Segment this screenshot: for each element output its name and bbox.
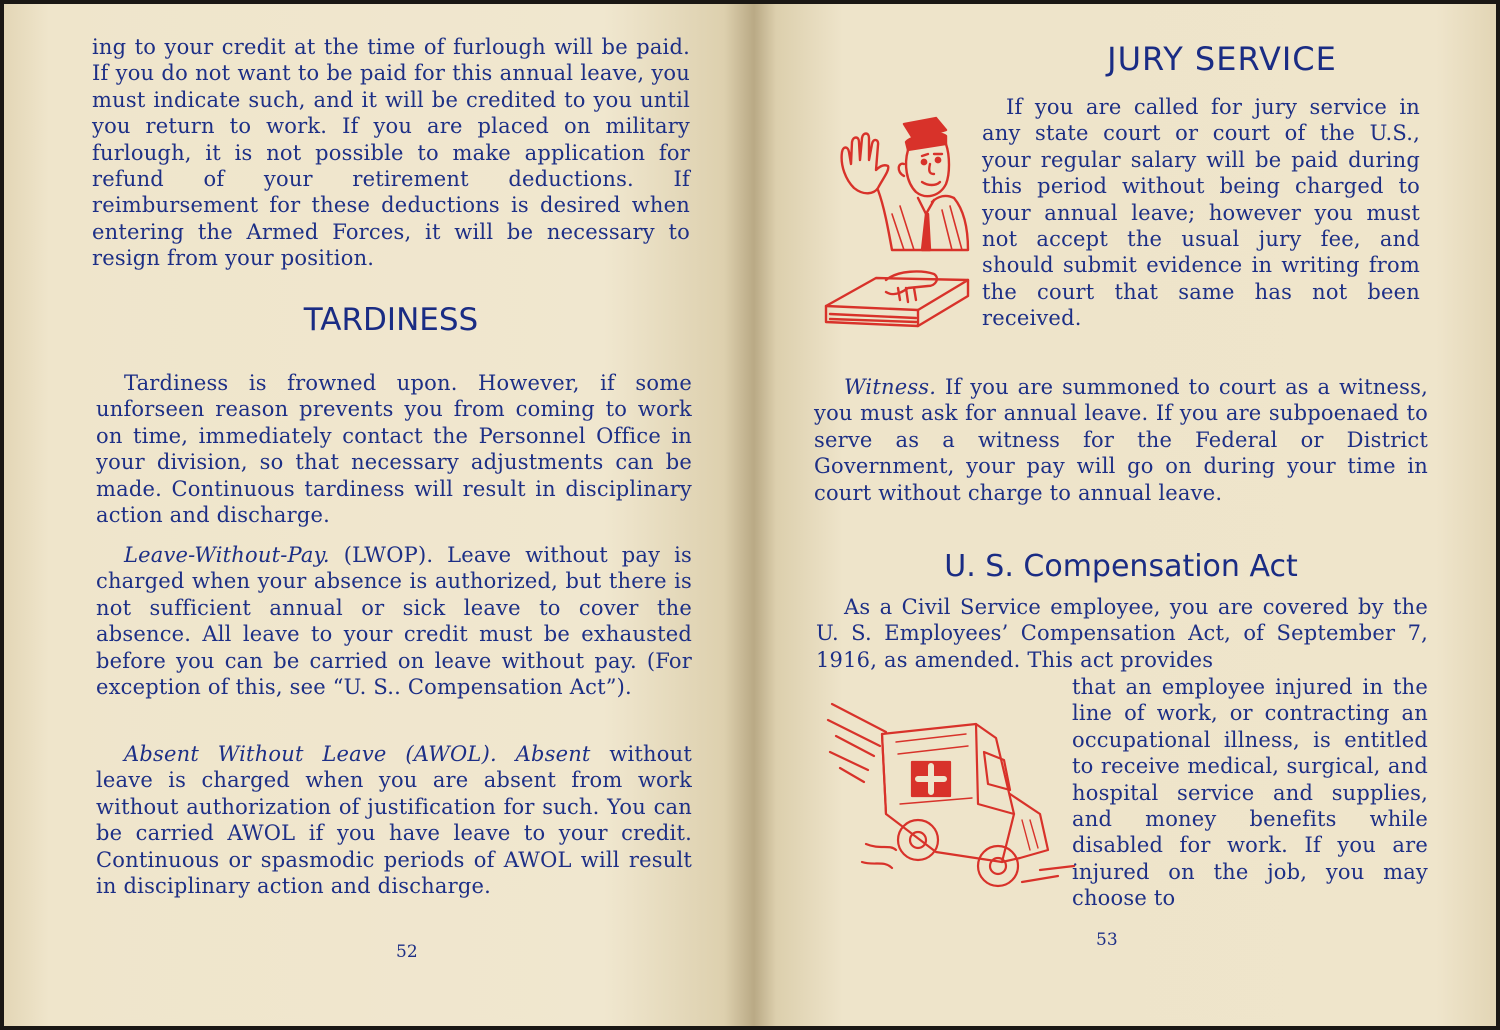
awol-term: Absent Without Leave (AWOL). Absent — [124, 742, 591, 766]
right-page — [754, 4, 1496, 1026]
witness-paragraph — [814, 374, 1428, 506]
compensation-act-heading: U. S. Compensation Act — [944, 549, 1298, 584]
lwop-text: (LWOP). Leave without pay is charged when your absence is authorized, but there is not sufficient annual or sick leave to cover the absence. All leave to your credit must be exhausted before you can be carried on leave without pay. (For exception of this, see “U. S.. Compensation Act”). — [96, 543, 692, 700]
intro-paragraph: ing to your credit at the time of furlough will be paid. If you do not want to be paid for this annual leave, you must indicate such, and it will be credited to you until you return to work. If you are placed on military furlough, it is not possible to make application for refund of your retirement deductions. If reimbursement for these deductions is desired when entering the Armed Forces, it will be necessary to resign from your position. — [92, 35, 690, 271]
awol-paragraph — [96, 741, 692, 899]
left-page — [4, 4, 754, 1026]
witness-term: Witness. — [844, 375, 937, 399]
page-number-left: 52 — [396, 942, 418, 962]
jury-service-heading: JURY SERVICE — [1107, 40, 1337, 78]
lwop-term: Leave-Without-Pay. — [124, 543, 330, 567]
jury-paragraph: If you are called for jury service in any state court or court of the U.S., your regular salary will be paid during this period without being charged to your annual leave; however you must not accept the usual jury fee, and should submit evidence in writing from the court that same has not been received. — [982, 95, 1420, 331]
book-spread — [4, 4, 1496, 1026]
compensation-paragraph-side: that an employee injured in the line of work, or contracting an occupational illness, is entitled to receive medical, surgical, and hospital service and supplies, and money benefits while disabled for work. If you are injured on the job, you may choose to — [1072, 675, 1428, 911]
juror-oath-illustration — [818, 110, 976, 346]
tardiness-paragraph: Tardiness is frowned upon. However, if some unforseen reason prevents you from coming to work on time, immediately contact the Personnel Office in your division, so that necessary adjustments can be made. Continuous tardiness will result in disciplinary action and discharge. — [96, 371, 692, 528]
compensation-paragraph-top: As a Civil Service employee, you are covered by the U. S. Employees’ Compensation Act, of September 7, 1916, as amended. This act provides — [816, 595, 1428, 672]
lwop-paragraph — [96, 542, 692, 700]
witness-text: If you are summoned to court as a witness, you must ask for annual leave. If you are subpoenaed to serve as a witness for the Federal or District Government, your pay will go on during your time in court without charge to annual leave. — [814, 375, 1428, 505]
awol-text: without leave is charged when you are absent from work without authorization of justification for such. You can be carried AWOL if you have leave to your credit. Continuous or spasmodic periods of AWOL will result in disciplinary action and discharge. — [96, 742, 692, 899]
ambulance-illustration — [826, 694, 1076, 894]
page-number-right: 53 — [1096, 930, 1118, 950]
tardiness-heading: TARDINESS — [303, 302, 479, 338]
